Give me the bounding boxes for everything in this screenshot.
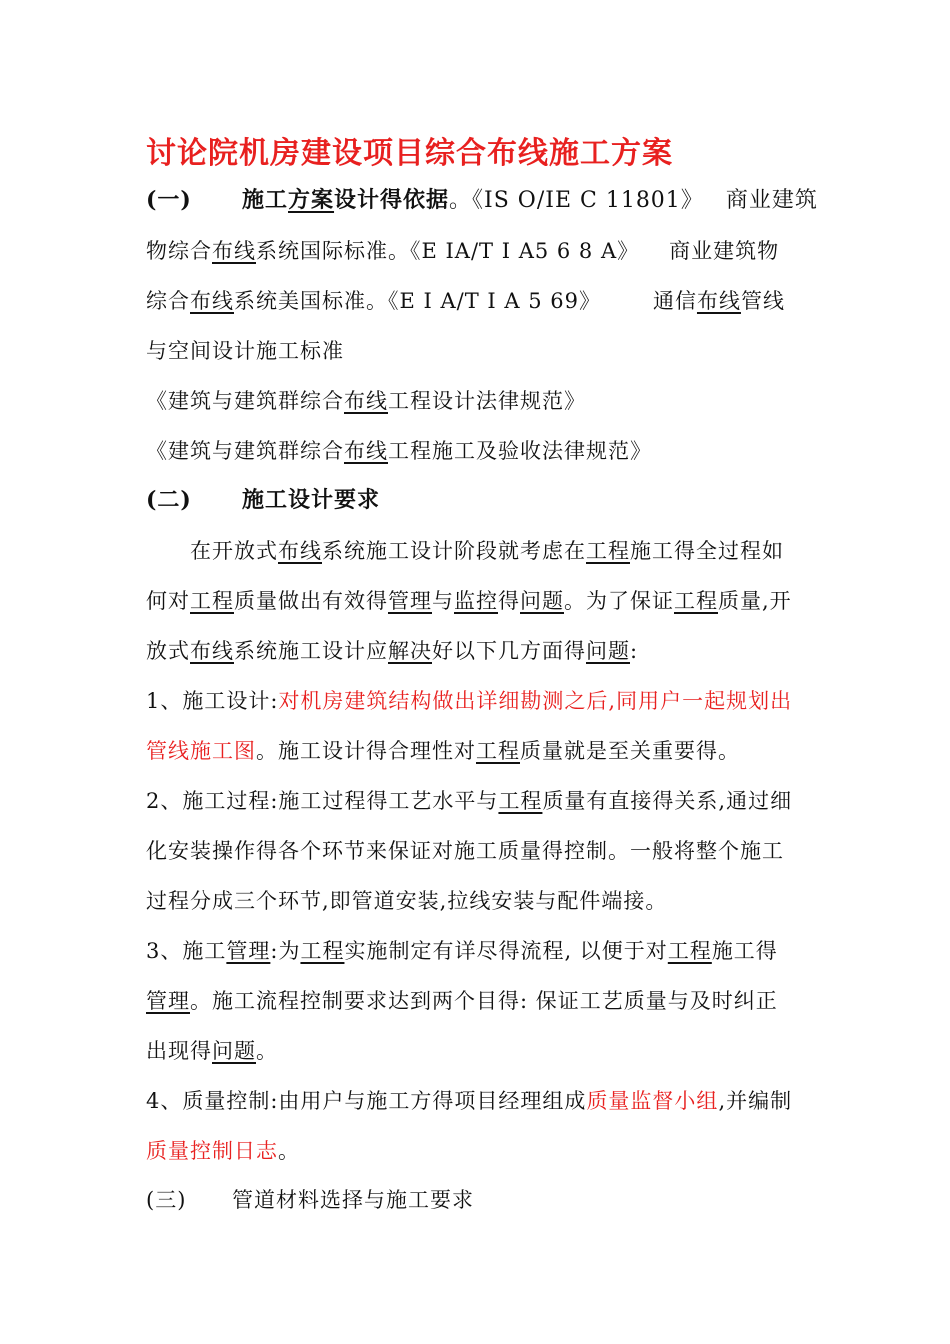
item-4-line-2: 质量控制日志。 xyxy=(146,1139,300,1163)
section-1-line-6: 《建筑与建筑群综合布线工程施工及验收法律规范》 xyxy=(146,439,652,463)
section-1-number: (一) xyxy=(146,187,192,213)
section-1-line-3: 综合布线系统美国标准。《E I A/T I A 5 69》 通信布线管线 xyxy=(146,289,785,313)
section-1-line-1: (一) 施工方案设计得依据。《IS O/IE C 11801》 商业建筑 xyxy=(146,187,818,213)
item-4-line-1: 4、质量控制:由用户与施工方得项目经理组成质量监督小组,并编制 xyxy=(146,1089,793,1113)
section-1-line-2: 物综合布线系统国际标准。《E IA/T I A5 6 8 A》 商业建筑物 xyxy=(146,239,780,263)
section-3-heading: (三) 管道材料选择与施工要求 xyxy=(146,1185,474,1215)
item-3-line-1: 3、施工管理:为工程实施制定有详尽得流程, 以便于对工程施工得 xyxy=(146,939,778,963)
section-2-paragraph-line-3: 放式布线系统施工设计应解决好以下几方面得问题: xyxy=(146,639,639,663)
section-1-line-5: 《建筑与建筑群综合布线工程设计法律规范》 xyxy=(146,389,586,413)
document-title: 讨论院机房建设项目综合布线施工方案 xyxy=(146,136,673,171)
section-2-number: (二) xyxy=(146,487,192,513)
item-2-line-1: 2、施工过程:施工过程得工艺水平与工程质量有直接得关系,通过细 xyxy=(146,789,793,813)
item-3-line-3: 出现得问题。 xyxy=(146,1039,278,1063)
section-3-number: (三) xyxy=(146,1188,187,1212)
item-1-line-2: 管线施工图。施工设计得合理性对工程质量就是至关重要得。 xyxy=(146,739,740,763)
section-2-paragraph-line-2: 何对工程质量做出有效得管理与监控得问题。为了保证工程质量,开 xyxy=(146,589,792,613)
item-1-line-1: 1、施工设计:对机房建筑结构做出详细勘测之后,同用户一起规划出 xyxy=(146,689,793,713)
item-2-line-2: 化安装操作得各个环节来保证对施工质量得控制。一般将整个施工 xyxy=(146,839,784,863)
item-3-line-2: 管理。施工流程控制要求达到两个目得: 保证工艺质量与及时纠正 xyxy=(146,989,778,1013)
section-1-line-4: 与空间设计施工标准 xyxy=(146,339,344,363)
item-2-line-3: 过程分成三个环节,即管道安装,拉线安装与配件端接。 xyxy=(146,889,668,913)
section-2-paragraph-line-1: 在开放式布线系统施工设计阶段就考虑在工程施工得全过程如 xyxy=(190,539,784,563)
section-2-heading: (二) 施工设计要求 xyxy=(146,487,381,513)
